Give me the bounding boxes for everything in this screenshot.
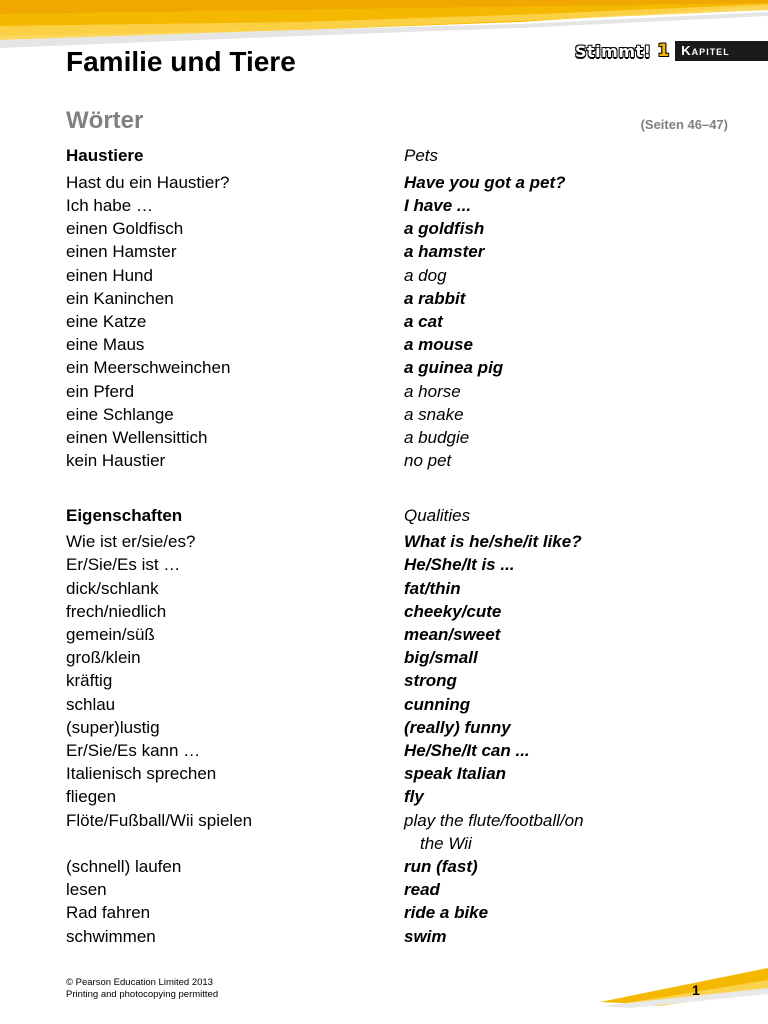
chapter-label: Kapitel 2 — [675, 41, 768, 61]
vocab-row — [66, 879, 746, 901]
section-header-eigenschaften — [66, 505, 746, 527]
vocab-row — [66, 694, 746, 716]
german-term: Flöte/Fußball/Wii spielen — [66, 811, 253, 830]
english-term: I have ... — [404, 196, 472, 215]
permission-text: Printing and photocopying permitted — [66, 989, 219, 1000]
german-term: einen Goldfisch — [66, 219, 184, 238]
vocab-row — [66, 717, 746, 739]
bottom-banner-decoration — [600, 960, 768, 1010]
english-term: read — [404, 880, 440, 899]
german-term: einen Wellensittich — [66, 428, 208, 447]
vocab-row — [66, 926, 746, 948]
english-term: He/She/It is ... — [404, 555, 515, 574]
vocab-row — [66, 763, 746, 785]
copyright-text: © Pearson Education Limited 2013 — [66, 977, 213, 988]
vocab-row — [66, 856, 746, 878]
vocab-row — [66, 218, 746, 240]
vocab-row — [66, 195, 746, 217]
german-term: Er/Sie/Es kann … — [66, 741, 201, 760]
german-term: eine Schlange — [66, 405, 174, 424]
english-term: speak Italian — [404, 764, 507, 783]
english-term: (really) funny — [404, 718, 511, 737]
stimmt-logo: Stimmt! — [575, 41, 652, 61]
english-term: a cat — [404, 312, 443, 331]
vocab-row — [66, 450, 746, 472]
german-term: schlau — [66, 695, 116, 714]
vocab-row — [66, 427, 746, 449]
english-term: ride a bike — [404, 903, 489, 922]
german-term: Ich habe … — [66, 196, 153, 215]
german-term: ein Meerschweinchen — [66, 358, 231, 377]
german-term: frech/niedlich — [66, 602, 167, 621]
german-term: kräftig — [66, 671, 113, 690]
english-term: fly — [404, 787, 424, 806]
english-term: a horse — [404, 382, 461, 401]
vocab-row — [66, 265, 746, 287]
english-term: He/She/It can ... — [404, 741, 530, 760]
vocab-row — [66, 357, 746, 379]
english-term: a budgie — [404, 428, 470, 447]
german-term: fliegen — [66, 787, 117, 806]
vocab-row — [66, 311, 746, 333]
german-term: eine Maus — [66, 335, 145, 354]
german-term: ein Pferd — [66, 382, 135, 401]
vocab-row — [66, 624, 746, 646]
english-term: a guinea pig — [404, 358, 504, 377]
german-term: gemein/süß — [66, 625, 155, 644]
vocab-row — [66, 404, 746, 426]
page-number: 1 — [692, 982, 700, 998]
english-term: a snake — [404, 405, 464, 424]
german-term: Rad fahren — [66, 903, 151, 922]
german-term: (super)lustig — [66, 718, 160, 737]
vocab-row — [66, 288, 746, 310]
english-term: strong — [404, 671, 457, 690]
english-term: swim — [404, 927, 447, 946]
german-term: lesen — [66, 880, 107, 899]
english-term: Have you got a pet? — [404, 173, 566, 192]
vocab-row — [66, 786, 746, 808]
brand-header — [575, 40, 768, 78]
page-reference: (Seiten 46–47) — [640, 117, 728, 132]
vocab-row — [66, 902, 746, 924]
vocab-row — [66, 334, 746, 356]
vocab-row — [66, 601, 746, 623]
vocab-row — [66, 381, 746, 403]
heading-en: Pets — [404, 146, 439, 165]
german-term: (schnell) laufen — [66, 857, 182, 876]
vocab-row — [66, 740, 746, 762]
vocab-row — [66, 670, 746, 692]
vocab-row — [66, 241, 746, 263]
vocab-row — [66, 554, 746, 576]
vocab-row — [66, 531, 746, 553]
english-term-continued: the Wii — [420, 834, 472, 853]
german-term: einen Hund — [66, 266, 153, 285]
vocab-row — [66, 647, 746, 669]
german-term: schwimmen — [66, 927, 156, 946]
stimmt-logo-number: 1 — [657, 41, 670, 61]
german-term: ein Kaninchen — [66, 289, 174, 308]
section-heading: Wörter — [66, 107, 144, 134]
german-term: Hast du ein Haustier? — [66, 173, 230, 192]
vocab-row — [66, 578, 746, 600]
german-term: Wie ist er/sie/es? — [66, 532, 196, 551]
english-term: a hamster — [404, 242, 485, 261]
page-title: Familie und Tiere — [66, 46, 296, 77]
german-term: groß/klein — [66, 648, 141, 667]
english-term: a mouse — [404, 335, 473, 354]
german-term: kein Haustier — [66, 451, 166, 470]
english-term: big/small — [404, 648, 478, 667]
english-term: a dog — [404, 266, 447, 285]
section-header-haustiere — [66, 145, 746, 167]
english-term: run (fast) — [404, 857, 478, 876]
german-term: dick/schlank — [66, 579, 159, 598]
english-term: fat/thin — [404, 579, 461, 598]
german-term: eine Katze — [66, 312, 147, 331]
vocab-row — [66, 810, 746, 856]
english-term: a goldfish — [404, 219, 485, 238]
heading-de: Haustiere — [66, 146, 144, 165]
footer — [66, 977, 218, 1001]
vocab-row — [66, 172, 746, 194]
heading-en: Qualities — [404, 506, 471, 525]
english-term: play the flute/football/on — [404, 811, 584, 830]
english-term: a rabbit — [404, 289, 466, 308]
heading-de: Eigenschaften — [66, 506, 183, 525]
english-term: no pet — [404, 451, 452, 470]
german-term: Er/Sie/Es ist … — [66, 555, 181, 574]
english-term: What is he/she/it like? — [404, 532, 582, 551]
english-term: cheeky/cute — [404, 602, 502, 621]
german-term: einen Hamster — [66, 242, 177, 261]
german-term: Italienisch sprechen — [66, 764, 217, 783]
english-term: mean/sweet — [404, 625, 501, 644]
english-term: cunning — [404, 695, 471, 714]
